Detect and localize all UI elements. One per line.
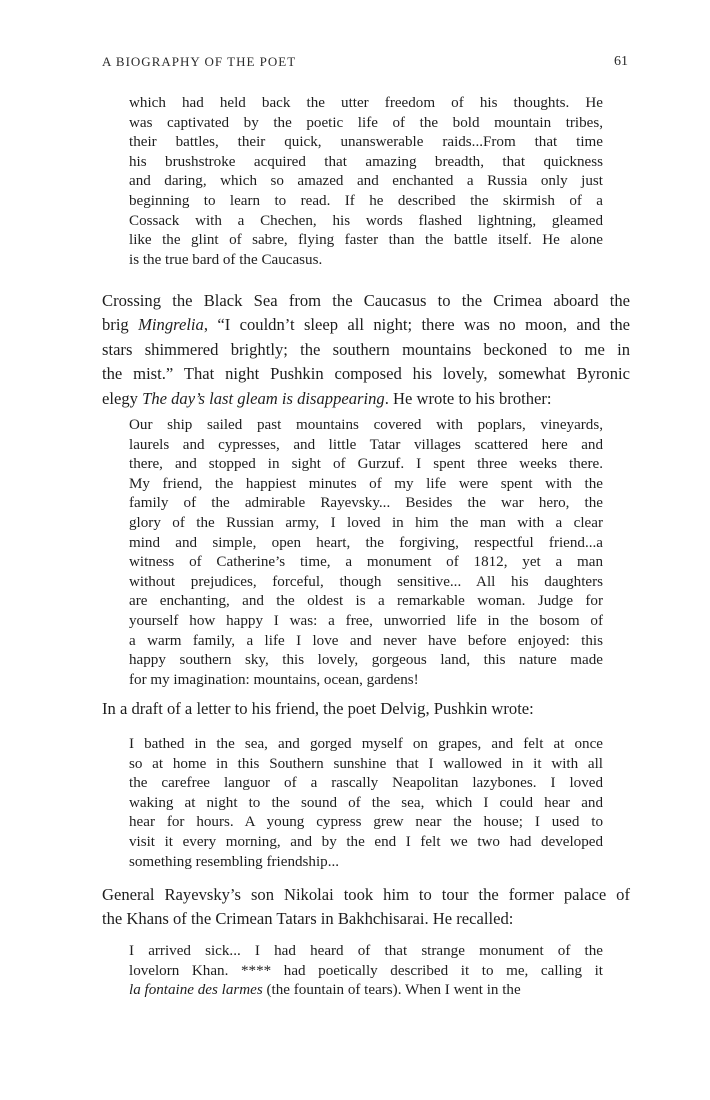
paragraph-black-sea [102,289,630,411]
text-line: like the glint of sabre, flying faster than the battle itself. He alone [129,232,603,249]
text-line: without prejudices, forceful, though sensitive... All his daughters [129,573,603,590]
text-line: the Khans of the Crimean Tatars in Bakhchisarai. He recalled: [102,909,514,929]
text-line: yourself how happy I was: a free, unworried life in the bosom of [129,612,603,629]
text-line: their battles, their quick, unanswerable raids...From that time [129,134,603,151]
text-line: In a draft of a letter to his friend, the poet Delvig, Pushkin wrote: [102,699,534,718]
text-line: la fontaine des larmes (the fountain of tears). When I went in the [129,982,521,999]
text-line: Our ship sailed past mountains covered with poplars, vineyards, [129,417,603,433]
text-line: are enchanting, and the oldest is a remarkable woman. Judge for [129,593,603,610]
paragraph-bakhchisarai [102,883,630,932]
poem-title: The day’s last gleam is disappearing [142,388,385,408]
text-line: so at home in this Southern sunshine that I wallowed in it with all [129,755,603,772]
text-line: the carefree languor of a rascally Neapolitan lazybones. I loved [129,775,603,792]
text-line: elegy The day’s last gleam is disappearing. He wrote to his brother: [102,388,552,408]
text-line: happy southern sky, this lovely, gorgeous land, this nature made [129,652,603,669]
text-line: visit it every morning, and by the end I felt we two had developed [129,833,603,850]
text-line: I arrived sick... I had heard of that strange monument of the [129,943,603,959]
page-number: 61 [614,54,628,69]
block-quote-letter-to-brother [129,416,603,690]
text-line: Cossack with a Chechen, his words flashed lightning, gleamed [129,212,603,229]
paragraph-delvig [102,697,630,721]
block-quote-letter-to-delvig [129,735,603,872]
text-line: hear for hours. A young cypress grew near the house; I used to [129,814,603,831]
running-title: A BIOGRAPHY OF THE POET [102,54,297,69]
text-line: the mist.” That night Pushkin composed his lovely, somewhat Byronic [102,364,630,384]
text-line: lovelorn Khan. **** had poetically described it to me, calling it [129,962,603,979]
text-line: was captivated by the poetic life of the bold mountain tribes, [129,114,603,131]
text-line: General Rayevsky’s son Nikolai took him to tour the former palace of [102,885,630,904]
text-line: stars shimmered brightly; the southern mountains beckoned to me in [102,339,630,359]
text-line: My friend, the happiest minutes of my life were spent with the [129,475,603,492]
block-quote-fountain [129,942,603,1001]
text-line: waking at night to the sound of the sea, which I could hear and [129,794,603,811]
text-line: witness of Catherine’s time, a monument of 1812, yet a man [129,554,603,571]
text-line: glory of the Russian army, I loved in him the man with a clear [129,514,603,531]
text-line: beginning to learn to read. If he described the skirmish of a [129,192,603,209]
text-line: which had held back the utter freedom of his thoughts. He [129,95,603,111]
text-line: his brushstroke acquired that amazing breadth, that quickness [129,153,603,170]
text-line: laurels and cypresses, and little Tatar villages scattered here and [129,436,603,453]
ship-name: Mingrelia [138,315,204,335]
running-head [102,54,628,72]
text-line: there, and stopped in sight of Gurzuf. I spent three weeks there. [129,456,603,473]
text-line: mind and simple, open heart, the forgiving, respectful friend...a [129,534,603,551]
block-quote-caucasus [129,94,603,270]
text-line: family of the admirable Rayevsky... Besides the war hero, the [129,495,603,512]
text-line: a warm family, a life I love and never have before enjoyed: this [129,632,603,649]
text-line: something resembling friendship... [129,853,340,870]
text-line: for my imagination: mountains, ocean, gardens! [129,671,419,688]
text-line: I bathed in the sea, and gorged myself on grapes, and felt at once [129,736,603,752]
text-line: brig Mingrelia, “I couldn’t sleep all night; there was no moon, and the [102,315,630,335]
text-line: Crossing the Black Sea from the Caucasus to the Crimea aboard the [102,291,630,310]
text-line: is the true bard of the Caucasus. [129,251,323,268]
fountain-name: la fontaine des larmes [129,982,263,999]
text-line: and daring, which so amazed and enchanted a Russia only just [129,173,603,190]
